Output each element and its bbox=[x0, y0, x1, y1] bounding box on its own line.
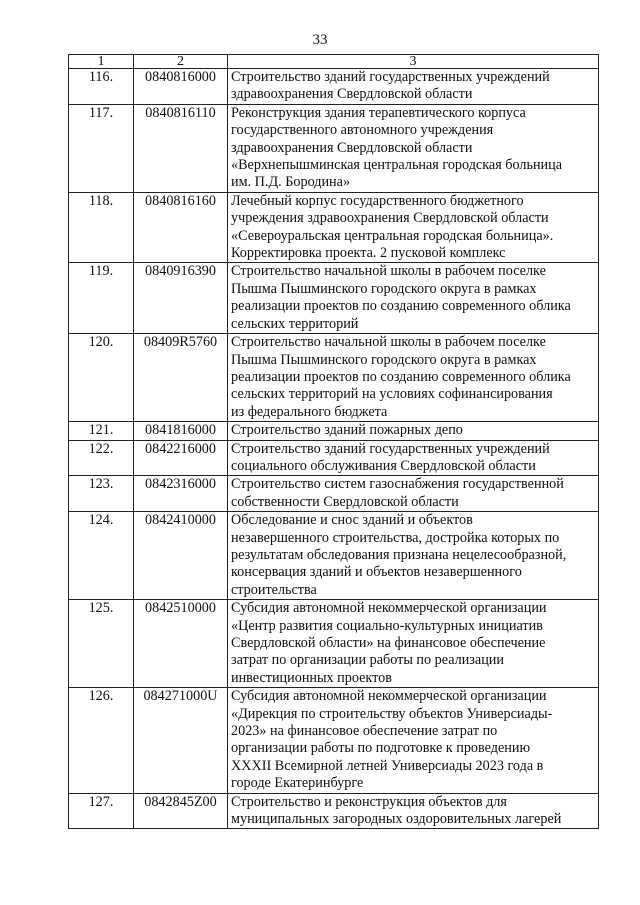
table-row bbox=[69, 512, 599, 600]
row-code: 0842410000 bbox=[134, 512, 228, 600]
table-row bbox=[69, 688, 599, 793]
row-code: 0840816000 bbox=[134, 69, 228, 105]
page-number: 33 bbox=[312, 32, 328, 48]
table-row bbox=[69, 600, 599, 688]
row-code: 0842510000 bbox=[134, 600, 228, 688]
row-description: Реконструкция здания терапевтического корпуса государственного автономного учреждения здравоохранения Свердловской области «Верхнепышминская центральная городская больница им. П.Д. Бородина» bbox=[228, 104, 599, 192]
table-header-row bbox=[69, 55, 599, 69]
row-description: Строительство и реконструкция объектов для муниципальных загородных оздоровительных лагерей bbox=[228, 793, 599, 829]
table-row bbox=[69, 793, 599, 829]
row-description: Строительство систем газоснабжения государственной собственности Свердловской области bbox=[228, 476, 599, 512]
row-number: 121. bbox=[69, 422, 134, 440]
row-number: 125. bbox=[69, 600, 134, 688]
row-code: 0842845Z00 bbox=[134, 793, 228, 829]
row-code: 0840816160 bbox=[134, 192, 228, 263]
table-row bbox=[69, 263, 599, 334]
column-header-2: 2 bbox=[134, 55, 228, 69]
row-description: Субсидия автономной некоммерческой организации «Дирекция по строительству объектов Универсиады- 2023» на финансовое обеспечение затрат по организации работы по подготовке к проведению XXXII Всемирной летней Универсиады 2023 года в городе Екатеринбурге bbox=[228, 688, 599, 793]
column-header-3: 3 bbox=[228, 55, 599, 69]
table-row bbox=[69, 104, 599, 192]
row-description: Строительство начальной школы в рабочем поселке Пышма Пышминского городского округа в рамках реализации проектов по созданию современного облика сельских территорий на условиях софинансирования из федерального бюджета bbox=[228, 334, 599, 422]
row-number: 117. bbox=[69, 104, 134, 192]
table-row bbox=[69, 422, 599, 440]
row-code: 0842216000 bbox=[134, 440, 228, 476]
row-number: 120. bbox=[69, 334, 134, 422]
table-row bbox=[69, 334, 599, 422]
row-code: 0840916390 bbox=[134, 263, 228, 334]
table-row bbox=[69, 440, 599, 476]
row-code: 08409R5760 bbox=[134, 334, 228, 422]
column-header-1: 1 bbox=[69, 55, 134, 69]
table-row bbox=[69, 476, 599, 512]
row-code: 0840816110 bbox=[134, 104, 228, 192]
row-number: 124. bbox=[69, 512, 134, 600]
row-number: 119. bbox=[69, 263, 134, 334]
row-code: 0841816000 bbox=[134, 422, 228, 440]
row-description: Строительство начальной школы в рабочем поселке Пышма Пышминского городского округа в рамках реализации проектов по созданию современного облика сельских территорий bbox=[228, 263, 599, 334]
row-number: 126. bbox=[69, 688, 134, 793]
row-description: Субсидия автономной некоммерческой организации «Центр развития социально-культурных инициатив Свердловской области» на финансовое обеспечение затрат по организации работы по реализации инвестиционных проектов bbox=[228, 600, 599, 688]
row-description: Строительство зданий пожарных депо bbox=[228, 422, 599, 440]
table-row bbox=[69, 192, 599, 263]
budget-codes-table bbox=[68, 54, 599, 829]
row-description: Обследование и снос зданий и объектов незавершенного строительства, достройка которых по результатам обследования признана нецелесообразной, консервация зданий и объектов незавершенного строительства bbox=[228, 512, 599, 600]
row-number: 116. bbox=[69, 69, 134, 105]
row-number: 122. bbox=[69, 440, 134, 476]
row-description: Лечебный корпус государственного бюджетного учреждения здравоохранения Свердловской области «Североуральская центральная городская больница». Корректировка проекта. 2 пусковой комплекс bbox=[228, 192, 599, 263]
row-code: 0842316000 bbox=[134, 476, 228, 512]
row-description: Строительство зданий государственных учреждений социального обслуживания Свердловской области bbox=[228, 440, 599, 476]
row-description: Строительство зданий государственных учреждений здравоохранения Свердловской области bbox=[228, 69, 599, 105]
table-row bbox=[69, 69, 599, 105]
row-number: 123. bbox=[69, 476, 134, 512]
row-code: 084271000U bbox=[134, 688, 228, 793]
row-number: 127. bbox=[69, 793, 134, 829]
row-number: 118. bbox=[69, 192, 134, 263]
